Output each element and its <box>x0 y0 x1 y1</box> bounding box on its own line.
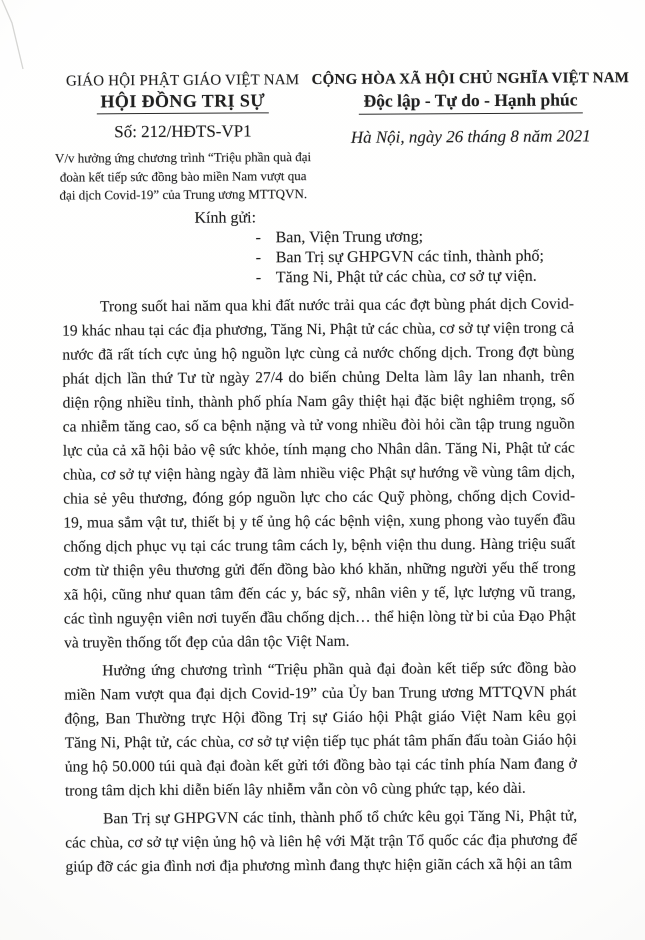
recipient-item <box>256 246 644 268</box>
letterhead <box>54 70 630 205</box>
national-motto <box>312 89 630 115</box>
document-number: Số: 212/HĐTS-VP1 <box>114 121 252 142</box>
letter-body <box>62 292 578 879</box>
salutation-block <box>194 206 643 289</box>
recipient-item <box>256 266 644 288</box>
list-dash: - <box>255 268 262 286</box>
department-name-text: HỘI ĐỒNG TRỊ SỰ <box>96 90 269 114</box>
recipient-text: Ban, Viện Trung ương; <box>275 227 424 246</box>
list-dash: - <box>255 228 261 246</box>
place-date-line: Hà Nội, ngày 26 tháng 8 năm 2021 <box>350 126 591 147</box>
body-paragraph: Ban Trị sự GHPGVN các tỉnh, thành phố tổ chức kêu gọi Tăng Ni, Phật tử, các chùa, cơ sở tự viện ủng hộ và liên hệ với Mặt trận Tổ quốc các địa phương để giúp đỡ các gia đình nơi địa phương mình đang thực hiện giãn cách xã hội an tâm <box>65 806 578 876</box>
recipient-list <box>256 226 644 288</box>
recipient-text: Ban Trị sự GHPGVN các tỉnh, thành phố; <box>275 247 544 266</box>
salutation-label: Kính gửi: <box>194 208 257 227</box>
national-motto-text: Độc lập - Tự do - Hạnh phúc <box>358 89 582 114</box>
national-header-block <box>312 70 630 148</box>
subject-line: V/v hưởng ứng chương trình “Triệu phần quà đại đoàn kết tiếp sức đồng bào miền Nam vượt qua đại dịch Covid-19” của Trung ương MTTQVN. <box>54 149 312 203</box>
body-paragraph: Trong suốt hai năm qua khi đất nước trải qua các đợt bùng phát dịch Covid-19 khác nhau tại các địa phương, Tăng Ni, Phật tử các chùa, cơ sở tự viện trong cả nước đã rất tích cực ủng hộ nguồn lực cùng cả nước chống dịch. Trong đợt bùng phát dịch lần thứ Tư từ ngày 27/4 do biến chủng Delta làm lây lan nhanh, trên diện rộng nhiều tỉnh, thành phố phía Nam gây thiệt hại đặc biệt nghiêm trọng, số ca nhiễm tăng cao, số ca bệnh nặng và tử vong nhiều đòi hỏi cần tập trung nguồn lực của cả xã hội bảo vệ sức khỏe, tính mạng cho Nhân dân. Tăng Ni, Phật tử các chùa, cơ sở tự viện hàng ngày đã làm nhiều việc Phật sự hướng về vùng tâm dịch, chia sẻ yêu thương, đóng góp nguồn lực cho các Quỹ phòng, chống dịch Covid-19, mua sắm vật tư, thiết bị y tế ủng hộ các bệnh viện, xung phong vào tuyến đầu chống dịch phục vụ tại các trung tâm cách ly, bệnh viện thu dung. Hàng triệu suất cơm từ thiện yêu thương gửi đến đồng bào khó khăn, những người yếu thế trong xã hội, cũng như quan tâm đến các y, bác sỹ, nhân viên y tế, lực lượng vũ trang, các tình nguyện viên nơi tuyến đầu chống dịch… thể hiện lòng từ bi của Đạo Phật và truyền thống tốt đẹp của dân tộc Việt Nam. <box>62 294 576 652</box>
body-paragraph: Hưởng ứng chương trình “Triệu phần quà đại đoàn kết tiếp sức đồng bào miền Nam vượt qua đại dịch Covid-19” của Ủy ban Trung ương MTTQVN phát động, Ban Thường trực Hội đồng Trị sự Giáo hội Phật giáo Việt Nam kêu gọi Tăng Ni, Phật tử, các chùa, cơ sở tự viện tiếp tục phát tâm phấn đấu toàn Giáo hội ủng hộ 50.000 túi quà đại đoàn kết gửi tới đồng bào tại các tỉnh phía Nam đang ở trong tâm dịch khi diễn biến lây nhiễm vẫn còn vô cùng phức tạp, kéo dài. <box>64 658 577 800</box>
recipient-item <box>256 226 644 248</box>
issuer-block <box>54 72 313 205</box>
national-title: CỘNG HÒA XÃ HỘI CHỦ NGHĨA VIỆT NAM <box>311 70 630 89</box>
scan-artifact-corner-line <box>0 0 58 92</box>
organization-name: GIÁO HỘI PHẬT GIÁO VIỆT NAM <box>65 72 300 90</box>
department-name <box>54 90 312 115</box>
recipient-text: Tăng Ni, Phật tử các chùa, cơ sở tự viện. <box>275 267 537 286</box>
list-dash: - <box>255 248 262 266</box>
